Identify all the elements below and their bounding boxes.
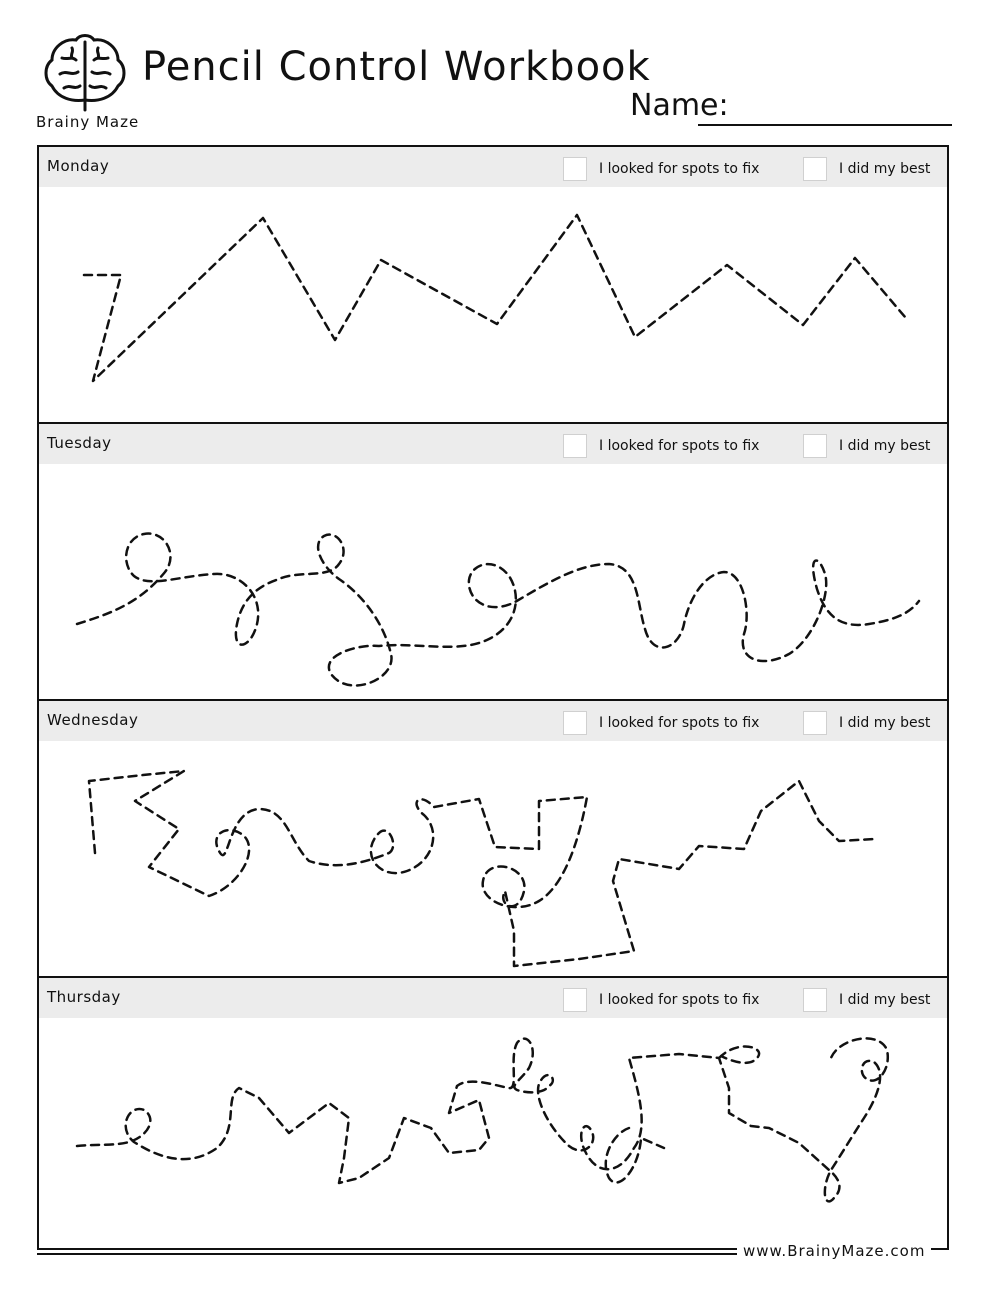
check-best[interactable] xyxy=(803,711,930,735)
section-header xyxy=(39,978,947,1018)
check-label: I looked for spots to fix xyxy=(599,438,760,454)
page-header xyxy=(0,0,1000,145)
name-line[interactable] xyxy=(698,124,952,126)
check-label: I did my best xyxy=(839,438,931,454)
name-label: Name: xyxy=(630,88,729,123)
tracing-path-mixed[interactable] xyxy=(39,741,947,976)
check-label: I looked for spots to fix xyxy=(599,715,760,731)
checkbox-icon[interactable] xyxy=(803,711,827,735)
section-tuesday xyxy=(39,424,947,701)
section-header xyxy=(39,147,947,187)
section-monday xyxy=(39,147,947,424)
check-best[interactable] xyxy=(803,157,930,181)
day-label: Tuesday xyxy=(47,434,112,452)
check-label: I did my best xyxy=(839,992,931,1008)
checkbox-icon[interactable] xyxy=(563,711,587,735)
website-url: www.BrainyMaze.com xyxy=(737,1242,931,1260)
checkbox-icon[interactable] xyxy=(563,988,587,1012)
check-spots[interactable] xyxy=(563,988,759,1012)
day-label: Wednesday xyxy=(47,711,139,729)
name-field[interactable] xyxy=(630,84,952,130)
brain-icon xyxy=(42,30,128,116)
check-spots[interactable] xyxy=(563,434,759,458)
section-header xyxy=(39,424,947,464)
worksheet-frame xyxy=(37,145,949,1250)
check-spots[interactable] xyxy=(563,711,759,735)
brand-name: Brainy Maze xyxy=(36,113,140,131)
tracing-path-swirls[interactable] xyxy=(39,1018,947,1248)
section-thursday xyxy=(39,978,947,1250)
page-title: Pencil Control Workbook xyxy=(142,44,651,90)
check-spots[interactable] xyxy=(563,157,759,181)
checkbox-icon[interactable] xyxy=(803,988,827,1012)
tracing-path-zigzag[interactable] xyxy=(39,187,947,422)
footer-rule xyxy=(37,1252,737,1256)
check-best[interactable] xyxy=(803,434,930,458)
check-best[interactable] xyxy=(803,988,930,1012)
section-wednesday xyxy=(39,701,947,978)
day-label: Thursday xyxy=(47,988,121,1006)
check-label: I looked for spots to fix xyxy=(599,992,760,1008)
check-label: I did my best xyxy=(839,715,931,731)
check-label: I did my best xyxy=(839,161,931,177)
tracing-path-loops[interactable] xyxy=(39,464,947,699)
check-label: I looked for spots to fix xyxy=(599,161,760,177)
checkbox-icon[interactable] xyxy=(563,157,587,181)
checkbox-icon[interactable] xyxy=(803,157,827,181)
day-label: Monday xyxy=(47,157,110,175)
section-header xyxy=(39,701,947,741)
checkbox-icon[interactable] xyxy=(563,434,587,458)
checkbox-icon[interactable] xyxy=(803,434,827,458)
